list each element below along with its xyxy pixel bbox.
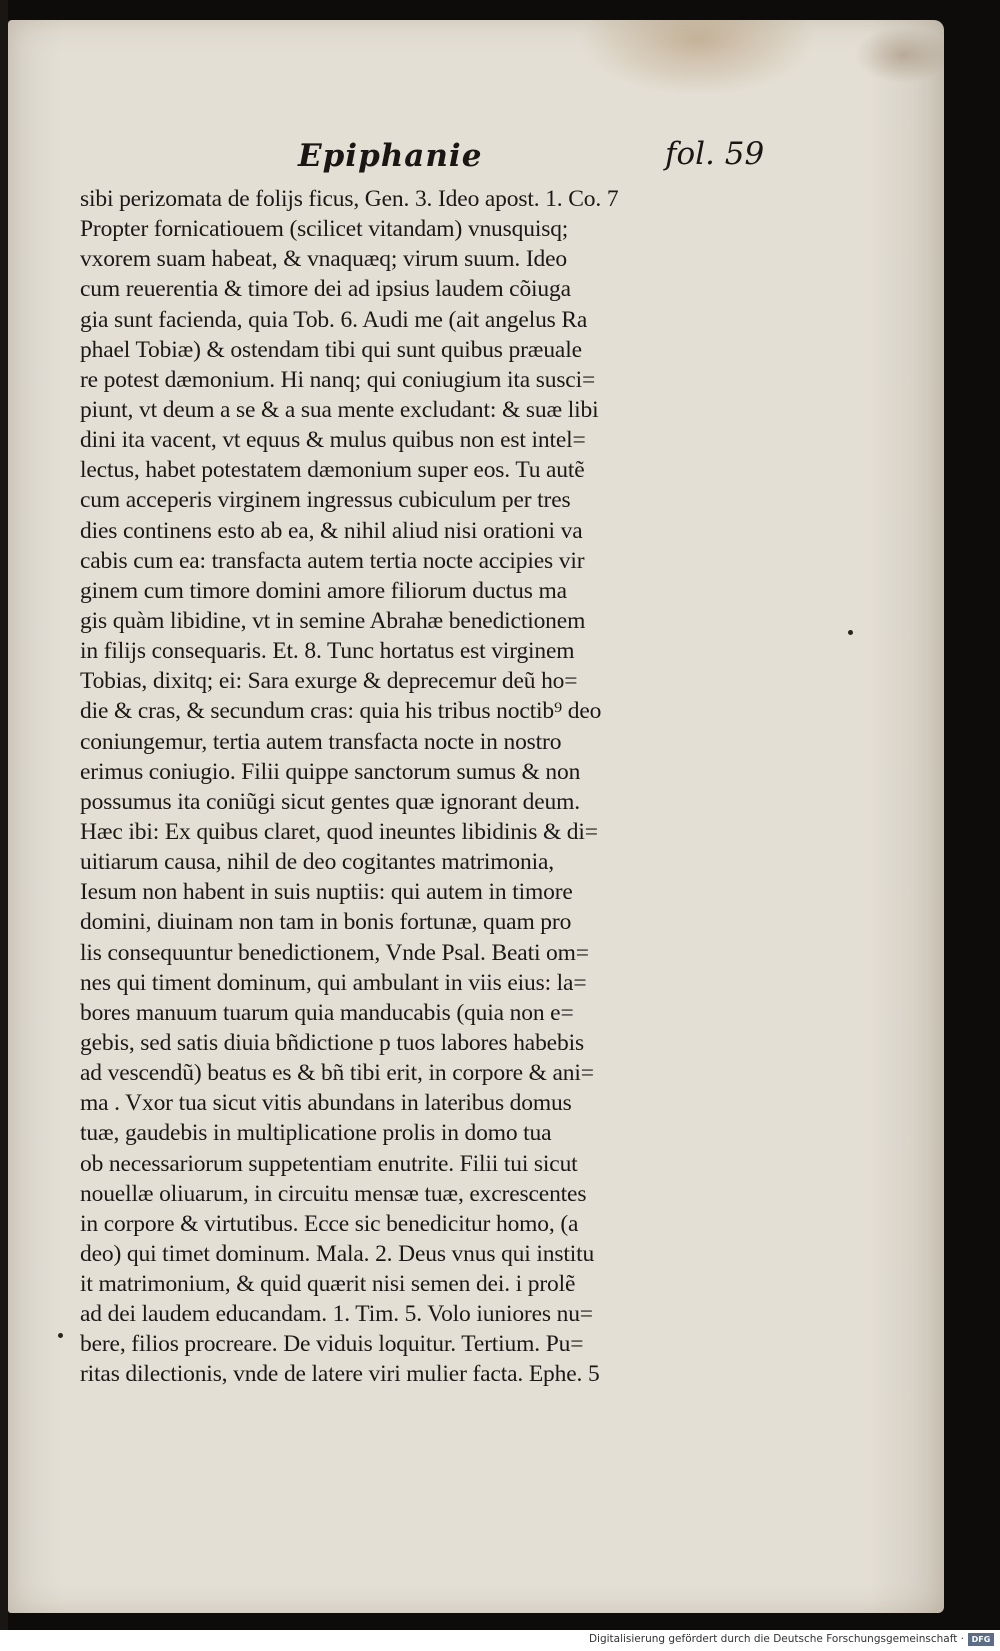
text-line: piunt, vt deum a se & a sua mente excludant: & suæ libi bbox=[80, 396, 599, 423]
text-line: coniungemur, tertia autem transfacta nocte in nostro bbox=[80, 728, 562, 755]
text-line: bores manuum tuarum quia manducabis (quia non e= bbox=[80, 999, 574, 1026]
text-line: gebis, sed satis diuia bñdictione p tuos labores habebis bbox=[80, 1029, 584, 1056]
book-page bbox=[8, 20, 944, 1613]
text-line: ma . Vxor tua sicut vitis abundans in lateribus domus bbox=[80, 1090, 572, 1117]
text-line: it matrimonium, & quid quærit nisi semen dei. i prolẽ bbox=[80, 1271, 576, 1298]
text-line: ritas dilectionis, vnde de latere viri mulier facta. Ephe. 5 bbox=[80, 1361, 600, 1388]
ink-speck bbox=[848, 630, 853, 635]
text-line: ginem cum timore domini amore filiorum ductus ma bbox=[80, 577, 567, 604]
text-line: in corpore & virtutibus. Ecce sic benedicitur homo, (a bbox=[80, 1210, 579, 1237]
text-line: Iesum non habent in suis nuptiis: qui autem in timore bbox=[80, 879, 573, 906]
ink-speck bbox=[58, 1333, 63, 1338]
text-line: Propter fornicatiouem (scilicet vitandam) vnusquisq; bbox=[80, 216, 569, 243]
text-line: erimus coniugio. Filii quippe sanctorum sumus & non bbox=[80, 758, 581, 785]
text-line: in filijs consequaris. Et. 8. Tunc hortatus est virginem bbox=[80, 638, 575, 665]
text-line: dies continens esto ab ea, & nihil aliud nisi orationi va bbox=[80, 517, 583, 544]
text-line: domini, diuinam non tam in bonis fortunæ, quam pro bbox=[80, 909, 572, 936]
text-line: bere, filios procreare. De viduis loquitur. Tertium. Pu= bbox=[80, 1331, 584, 1358]
text-line: nouellæ oliuarum, in circuitu mensæ tuæ, excrescentes bbox=[80, 1180, 587, 1207]
text-line: Hæc ibi: Ex quibus claret, quod ineuntes libidinis & di= bbox=[80, 818, 598, 845]
text-line: lis consequuntur benedictionem, Vnde Psal. Beati om= bbox=[80, 939, 589, 966]
text-line: nes qui timent dominum, qui ambulant in viis eius: la= bbox=[80, 969, 587, 996]
text-line: ad vescendũ) beatus es & bñ tibi erit, in corpore & ani= bbox=[80, 1060, 594, 1087]
text-line: ob necessariorum suppetentiam enutrite. Filii tui sicut bbox=[80, 1150, 578, 1177]
text-line: lectus, habet potestatem dæmonium super eos. Tu autẽ bbox=[80, 457, 585, 484]
text-line: uitiarum causa, nihil de deo cogitantes matrimonia, bbox=[80, 849, 554, 876]
scan-background-edge bbox=[0, 0, 8, 1651]
text-line: cabis cum ea: transfacta autem tertia nocte accipies vir bbox=[80, 547, 585, 574]
text-line: Tobias, dixitq; ei: Sara exurge & deprecemur deũ ho= bbox=[80, 668, 578, 695]
text-line: gis quàm libidine, vt in semine Abrahæ benedictionem bbox=[80, 607, 586, 634]
text-line: cum reuerentia & timore dei ad ipsius laudem cõiuga bbox=[80, 276, 571, 303]
text-line: dini ita vacent, vt equus & mulus quibus non est intel= bbox=[80, 427, 586, 454]
digitization-footer bbox=[0, 1630, 1000, 1651]
text-line: re potest dæmonium. Hi nanq; qui coniugium ita susci= bbox=[80, 366, 596, 393]
text-line: ad dei laudem educandam. 1. Tim. 5. Volo iuniores nu= bbox=[80, 1301, 593, 1328]
footer-credit: Digitalisierung gefördert durch die Deutsche Forschungsgemeinschaft · bbox=[588, 1633, 964, 1645]
text-line: cum acceperis virginem ingressus cubiculum per tres bbox=[80, 487, 571, 514]
text-line: vxorem suam habeat, & vnaquæq; virum suum. Ideo bbox=[80, 246, 568, 273]
dfg-logo: DFG bbox=[968, 1633, 994, 1646]
text-line: tuæ, gaudebis in multiplicatione prolis in domo tua bbox=[80, 1120, 552, 1147]
body-text bbox=[80, 184, 760, 1390]
text-line: die & cras, & secundum cras: quia his tribus noctib⁹ deo bbox=[80, 698, 602, 725]
text-line: sibi perizomata de folijs ficus, Gen. 3. Ideo apost. 1. Co. 7 bbox=[80, 186, 619, 212]
text-line: deo) qui timet dominum. Mala. 2. Deus vnus qui institu bbox=[80, 1240, 595, 1267]
text-line: possumus ita coniũgi sicut gentes quæ ignorant deum. bbox=[80, 788, 581, 815]
text-line: phael Tobiæ) & ostendam tibi qui sunt quibus præuale bbox=[80, 336, 582, 363]
running-head: Epiphanie bbox=[298, 138, 483, 174]
folio-number: fol. 59 bbox=[665, 136, 765, 172]
text-line: gia sunt facienda, quia Tob. 6. Audi me (ait angelus Ra bbox=[80, 306, 588, 333]
